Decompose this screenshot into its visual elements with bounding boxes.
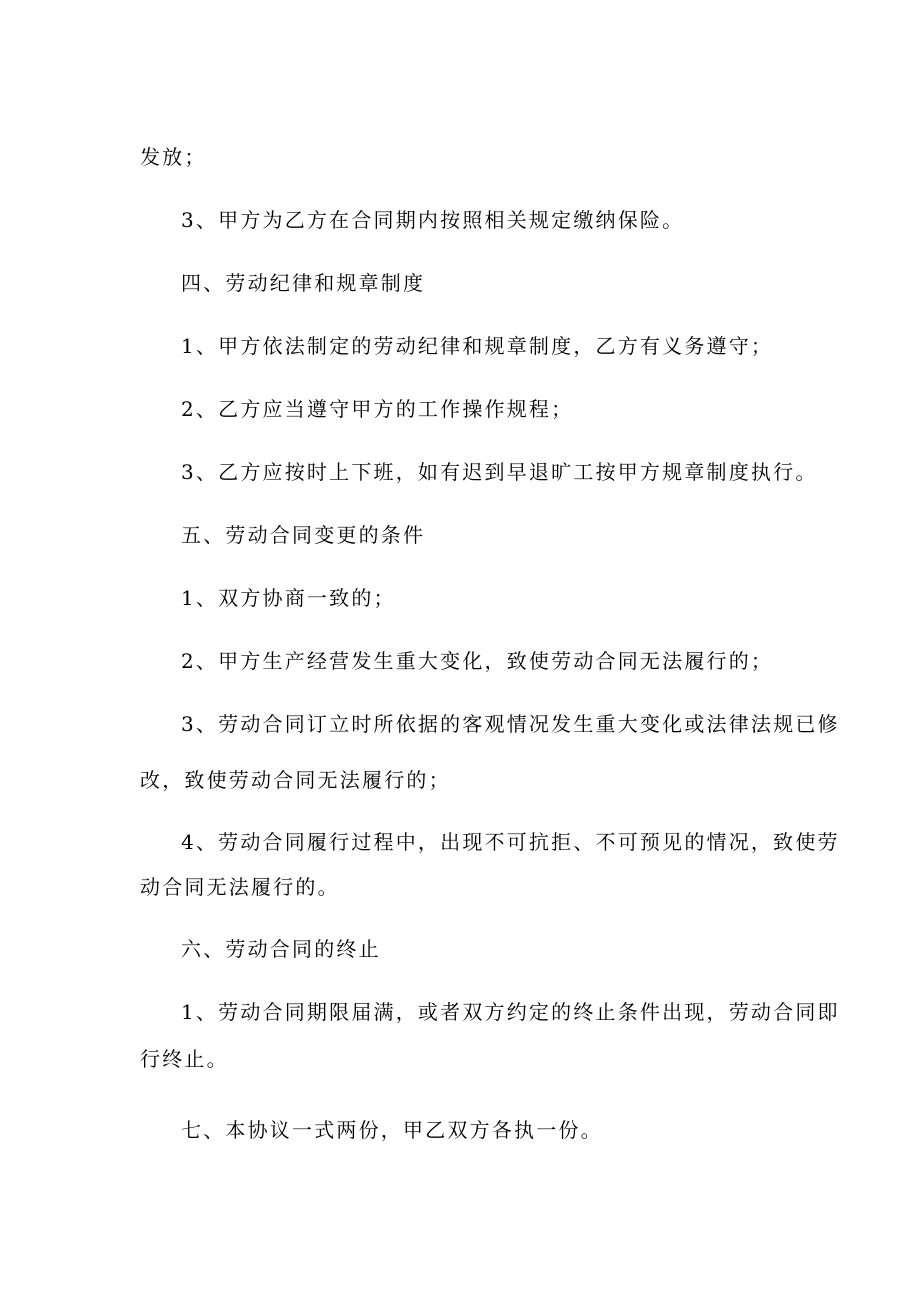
text-line: 2、乙方应当遵守甲方的工作操作规程； bbox=[181, 397, 574, 421]
text-line: 1、双方协商一致的； bbox=[181, 586, 396, 610]
text-line: 1、劳动合同期限届满，或者双方约定的终止条件出现，劳动合同即 bbox=[181, 1000, 840, 1024]
section-heading: 五、劳动合同变更的条件 bbox=[181, 523, 426, 547]
text-line: 改，致使劳动合同无法履行的； bbox=[140, 768, 451, 792]
text-line: 3、甲方为乙方在合同期内按照相关规定缴纳保险。 bbox=[181, 208, 685, 232]
text-line: 2、甲方生产经营发生重大变化，致使劳动合同无法履行的； bbox=[181, 649, 774, 673]
text-line: 行终止。 bbox=[140, 1047, 229, 1071]
section-heading: 四、劳动纪律和规章制度 bbox=[181, 271, 426, 295]
section-heading: 六、劳动合同的终止 bbox=[181, 937, 381, 961]
text-line: 七、本协议一式两份，甲乙双方各执一份。 bbox=[181, 1118, 603, 1142]
text-line: 3、乙方应按时上下班，如有迟到早退旷工按甲方规章制度执行。 bbox=[181, 460, 818, 484]
text-line: 动合同无法履行的。 bbox=[140, 875, 340, 899]
text-line: 发放； bbox=[140, 145, 207, 169]
text-line: 3、劳动合同订立时所依据的客观情况发生重大变化或法律法规已修 bbox=[181, 712, 840, 736]
text-line: 4、劳动合同履行过程中，出现不可抗拒、不可预见的情况，致使劳 bbox=[181, 830, 840, 854]
text-line: 1、甲方依法制定的劳动纪律和规章制度，乙方有义务遵守； bbox=[181, 334, 774, 358]
